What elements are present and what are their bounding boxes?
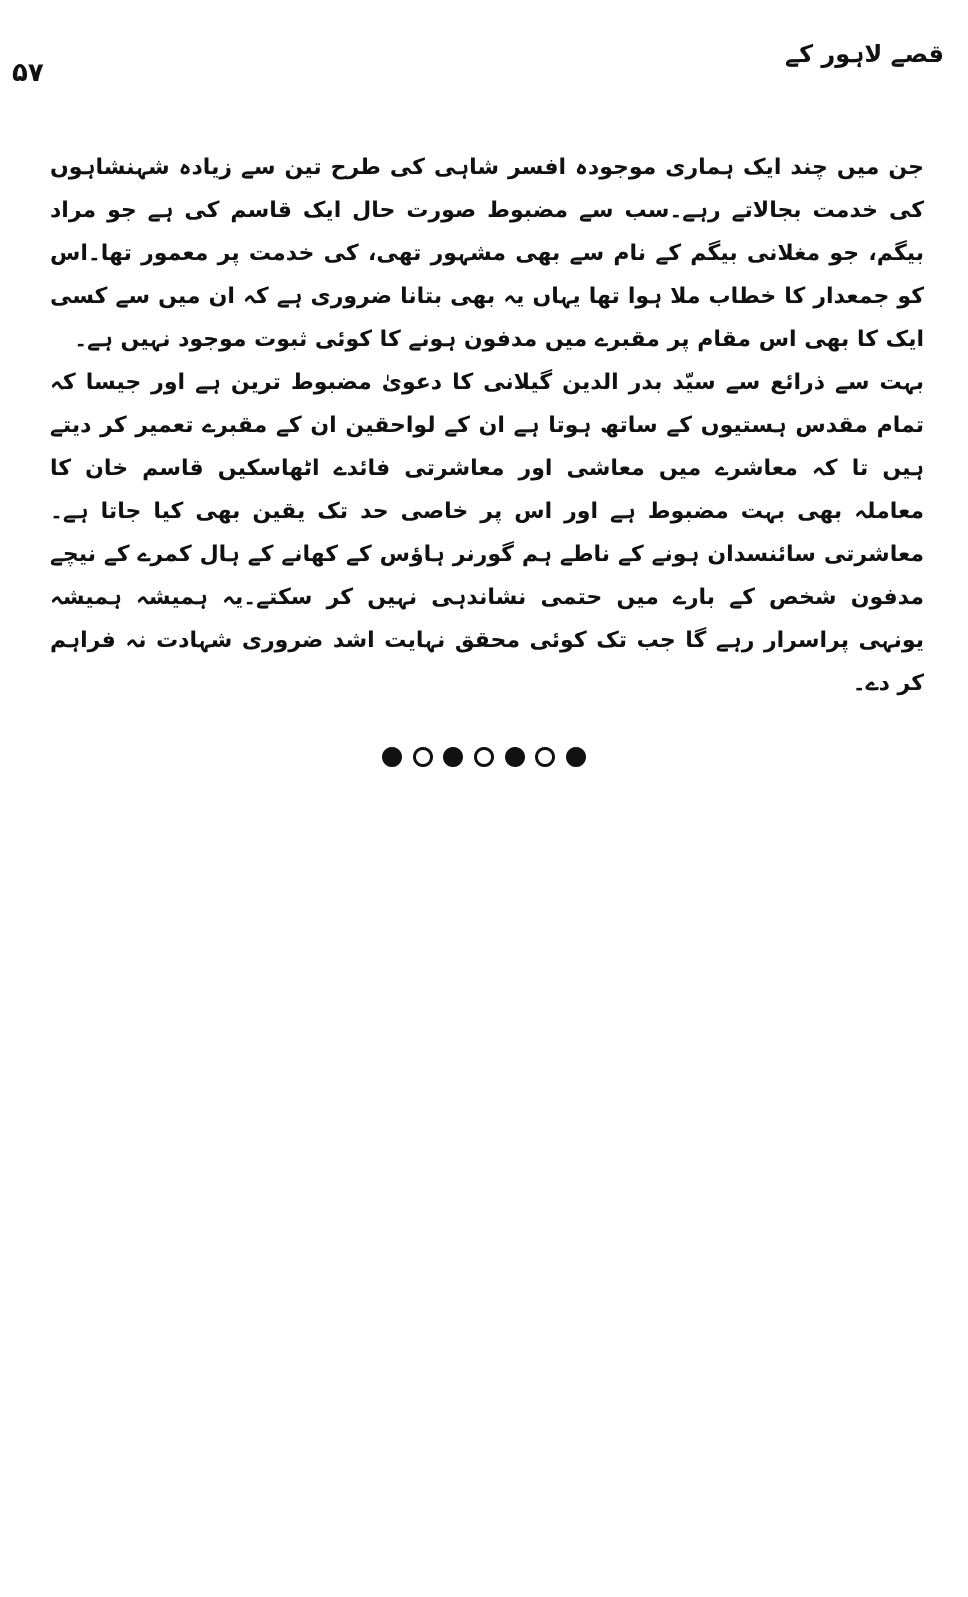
ornament-dot <box>474 747 494 767</box>
section-divider-ornament <box>0 742 968 770</box>
ornament-dot <box>443 747 463 767</box>
running-header-title: قصے لاہور کے <box>785 40 944 68</box>
page-number: ۵۷ <box>12 58 44 88</box>
paragraph-2: بہت سے ذرائع سے سیّد بدر الدین گیلانی کا دعویٰ مضبوط ترین ہے اور جیسا کہ تمام مقدس ہستیوں کے ساتھ ہوتا ہے ان کے لواحقین ان کے مقبرے تعمیر کر دیتے ہیں تا کہ معاشرے میں معاشی اور معاشرتی فائدے اٹھاسکیں قاسم خان کا معاملہ بھی بہت مضبوط ہے اور اس پر خاصی حد تک یقین بھی کیا جاتا ہے۔معاشرتی سائنسدان ہونے کے ناطے ہم گورنر ہاؤس کے کھانے کے ہال کمرے کے نیچے مدفون شخص کے بارے میں حتمی نشاندہی نہیں کر سکتے۔یہ ہمیشہ ہمیشہ یونہی پراسرار رہے گا جب تک کوئی محقق نہایت اشد ضروری شہادت نہ فراہم کر دے۔ <box>50 370 924 696</box>
paragraph-1: جن میں چند ایک ہماری موجودہ افسر شاہی کی طرح تین سے زیادہ شہنشاہوں کی خدمت بجالاتے رہے۔سب سے مضبوط صورت حال ایک قاسم کی ہے جو مراد بیگم، جو مغلانی بیگم کے نام سے بھی مشہور تھی، کی خدمت پر معمور تھا۔اس کو جمعدار کا خطاب ملا ہوا تھا یہاں یہ بھی بتانا ضروری ہے کہ ان میں سے کسی ایک کا بھی اس مقام پر مقبرے میں مدفون ہونے کا کوئی ثبوت موجود نہیں ہے۔ <box>50 155 924 352</box>
ornament-label <box>381 742 382 743</box>
ornament-dot <box>382 747 402 767</box>
ornament-dot <box>413 747 433 767</box>
ornament-dot <box>535 747 555 767</box>
ornament-dot <box>505 747 525 767</box>
body-text <box>50 146 924 705</box>
ornament-dot <box>566 747 586 767</box>
